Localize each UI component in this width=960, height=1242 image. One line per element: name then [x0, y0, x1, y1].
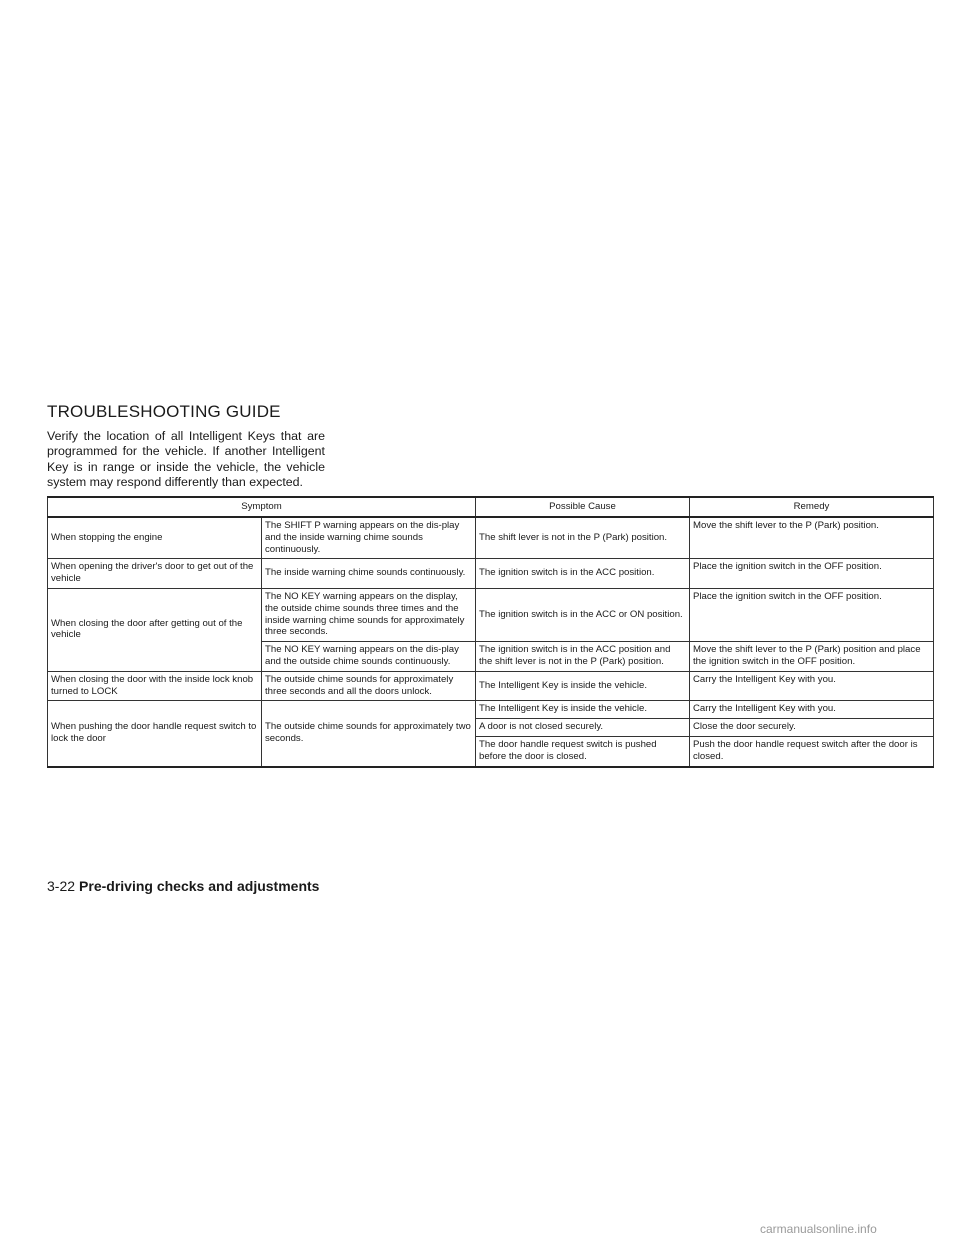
remedy-cell: Move the shift lever to the P (Park) position and place the ignition switch in the OFF position.: [690, 642, 934, 672]
symptom-cell: The NO KEY warning appears on the display, the outside chime sounds three times and the inside warning chime sounds for approximately three seconds.: [262, 588, 476, 641]
condition-cell: When opening the driver's door to get out of the vehicle: [48, 559, 262, 589]
remedy-cell: Close the door securely.: [690, 719, 934, 737]
cause-cell: The door handle request switch is pushed before the door is closed.: [476, 736, 690, 766]
condition-cell: When pushing the door handle request switch to lock the door: [48, 701, 262, 767]
symptom-cell: The SHIFT P warning appears on the dis-play and the inside warning chime sounds continuously.: [262, 517, 476, 559]
page-number: 3-22: [47, 878, 76, 894]
remedy-cell: Push the door handle request switch after the door is closed.: [690, 736, 934, 766]
page-footer: [47, 878, 319, 894]
condition-cell: When closing the door with the inside lock knob turned to LOCK: [48, 671, 262, 701]
condition-cell: When stopping the engine: [48, 517, 262, 559]
header-remedy: Remedy: [690, 497, 934, 517]
header-symptom: Symptom: [48, 497, 476, 517]
watermark: carmanualsonline.info: [760, 1222, 877, 1236]
symptom-cell: The outside chime sounds for approximately two seconds.: [262, 701, 476, 767]
symptom-cell: The NO KEY warning appears on the dis-play and the outside chime sounds continuously.: [262, 642, 476, 672]
cause-cell: The ignition switch is in the ACC or ON position.: [476, 588, 690, 641]
cause-cell: A door is not closed securely.: [476, 719, 690, 737]
remedy-cell: Place the ignition switch in the OFF position.: [690, 588, 934, 641]
remedy-cell: Carry the Intelligent Key with you.: [690, 671, 934, 701]
condition-cell: When closing the door after getting out of the vehicle: [48, 588, 262, 671]
cause-cell: The ignition switch is in the ACC position.: [476, 559, 690, 589]
section-name: Pre-driving checks and adjustments: [79, 878, 320, 894]
symptom-cell: The inside warning chime sounds continuously.: [262, 559, 476, 589]
table-row: [48, 701, 934, 719]
table-row: [48, 559, 934, 589]
cause-cell: The shift lever is not in the P (Park) position.: [476, 517, 690, 559]
remedy-cell: Move the shift lever to the P (Park) position.: [690, 517, 934, 559]
cause-cell: The ignition switch is in the ACC position and the shift lever is not in the P (Park) position.: [476, 642, 690, 672]
table-row: [48, 517, 934, 559]
header-possible-cause: Possible Cause: [476, 497, 690, 517]
table-row: [48, 588, 934, 641]
section-title: TROUBLESHOOTING GUIDE: [47, 402, 281, 421]
remedy-cell: Carry the Intelligent Key with you.: [690, 701, 934, 719]
table-header-row: [48, 497, 934, 517]
troubleshooting-table: [47, 496, 934, 768]
table-row: [48, 671, 934, 701]
symptom-cell: The outside chime sounds for approximately three seconds and all the doors unlock.: [262, 671, 476, 701]
intro-paragraph: Verify the location of all Intelligent Keys that are programmed for the vehicle. If another Intelligent Key is in range or inside the vehicle, the vehicle system may respond differently than expected.: [47, 429, 325, 490]
cause-cell: The Intelligent Key is inside the vehicle.: [476, 701, 690, 719]
remedy-cell: Place the ignition switch in the OFF position.: [690, 559, 934, 589]
cause-cell: The Intelligent Key is inside the vehicle.: [476, 671, 690, 701]
